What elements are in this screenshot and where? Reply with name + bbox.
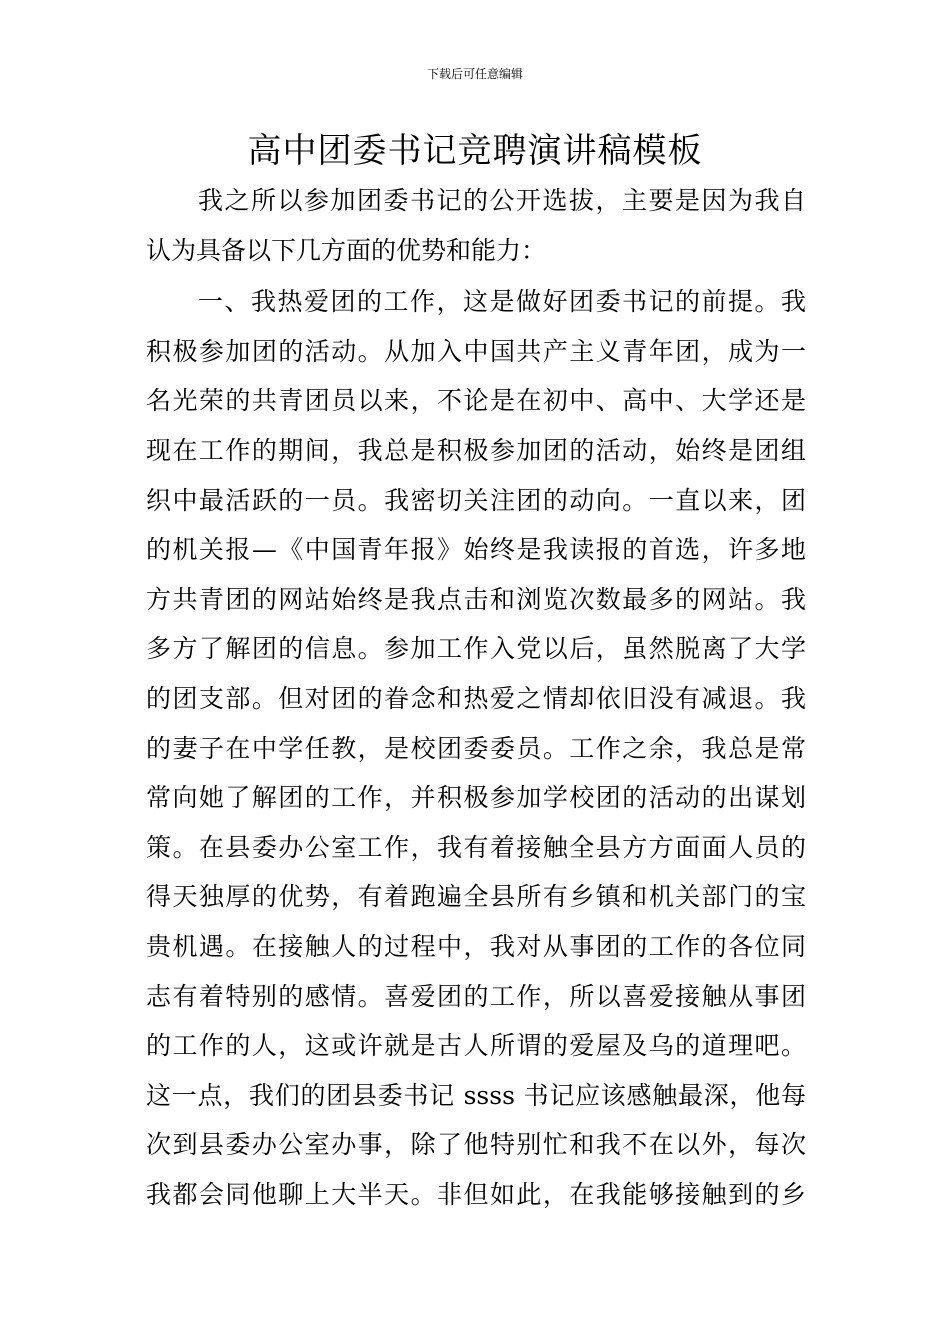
paragraph-point-one (146, 277, 806, 1219)
text-line: 这一点，我们的团县委书记 ssss 书记应该感触最深，他每 (146, 1080, 806, 1110)
text-line: 策。在县委办公室工作，我有着接触全县方方面面人员的 (146, 832, 806, 862)
text-line: 我都会同他聊上大半天。非但如此，在我能够接触到的乡 (146, 1179, 806, 1209)
text-line: 积极参加团的活动。从加入中国共产主义青年团，成为一 (146, 336, 806, 366)
text-line: 认为具备以下几方面的优势和能力： (146, 235, 547, 265)
text-line: 的团支部。但对团的眷念和热爱之情却依旧没有减退。我 (146, 683, 806, 713)
text-line: 贵机遇。在接触人的过程中，我对从事团的工作的各位同 (146, 931, 806, 961)
text-line: 现在工作的期间，我总是积极参加团的活动，始终是团组 (146, 435, 806, 465)
text-line: 的机关报—《中国青年报》始终是我读报的首选，许多地 (146, 535, 806, 565)
text-line: 得天独厚的优势，有着跑遍全县所有乡镇和机关部门的宝 (146, 882, 806, 912)
document-title: 高中团委书记竞聘演讲稿模板 (247, 131, 703, 171)
text-line: 织中最活跃的一员。我密切关注团的动向。一直以来，团 (146, 485, 806, 515)
text-line: 志有着特别的感情。喜爱团的工作，所以喜爱接触从事团 (146, 981, 806, 1011)
text-line: 一、我热爱团的工作，这是做好团委书记的前提。我 (198, 287, 806, 317)
text-line: 名光荣的共青团员以来，不论是在初中、高中、大学还是 (146, 386, 806, 416)
text-line: 的妻子在中学任教，是校团委委员。工作之余，我总是常 (146, 733, 806, 763)
text-line: 多方了解团的信息。参加工作入党以后，虽然脱离了大学 (146, 634, 806, 664)
text-line: 方共青团的网站始终是我点击和浏览次数最多的网站。我 (146, 584, 806, 614)
paragraph-intro (146, 176, 806, 275)
download-note: 下载后可任意编辑 (426, 67, 523, 81)
text-line: 我之所以参加团委书记的公开选拔，主要是因为我自 (198, 186, 806, 215)
text-line: 的工作的人，这或许就是古人所谓的爱屋及乌的道理吧。 (146, 1031, 806, 1061)
document-body (146, 176, 806, 1219)
text-line: 次到县委办公室办事，除了他特别忙和我不在以外，每次 (146, 1130, 806, 1160)
text-line: 常向她了解团的工作，并积极参加学校团的活动的出谋划 (146, 783, 806, 813)
